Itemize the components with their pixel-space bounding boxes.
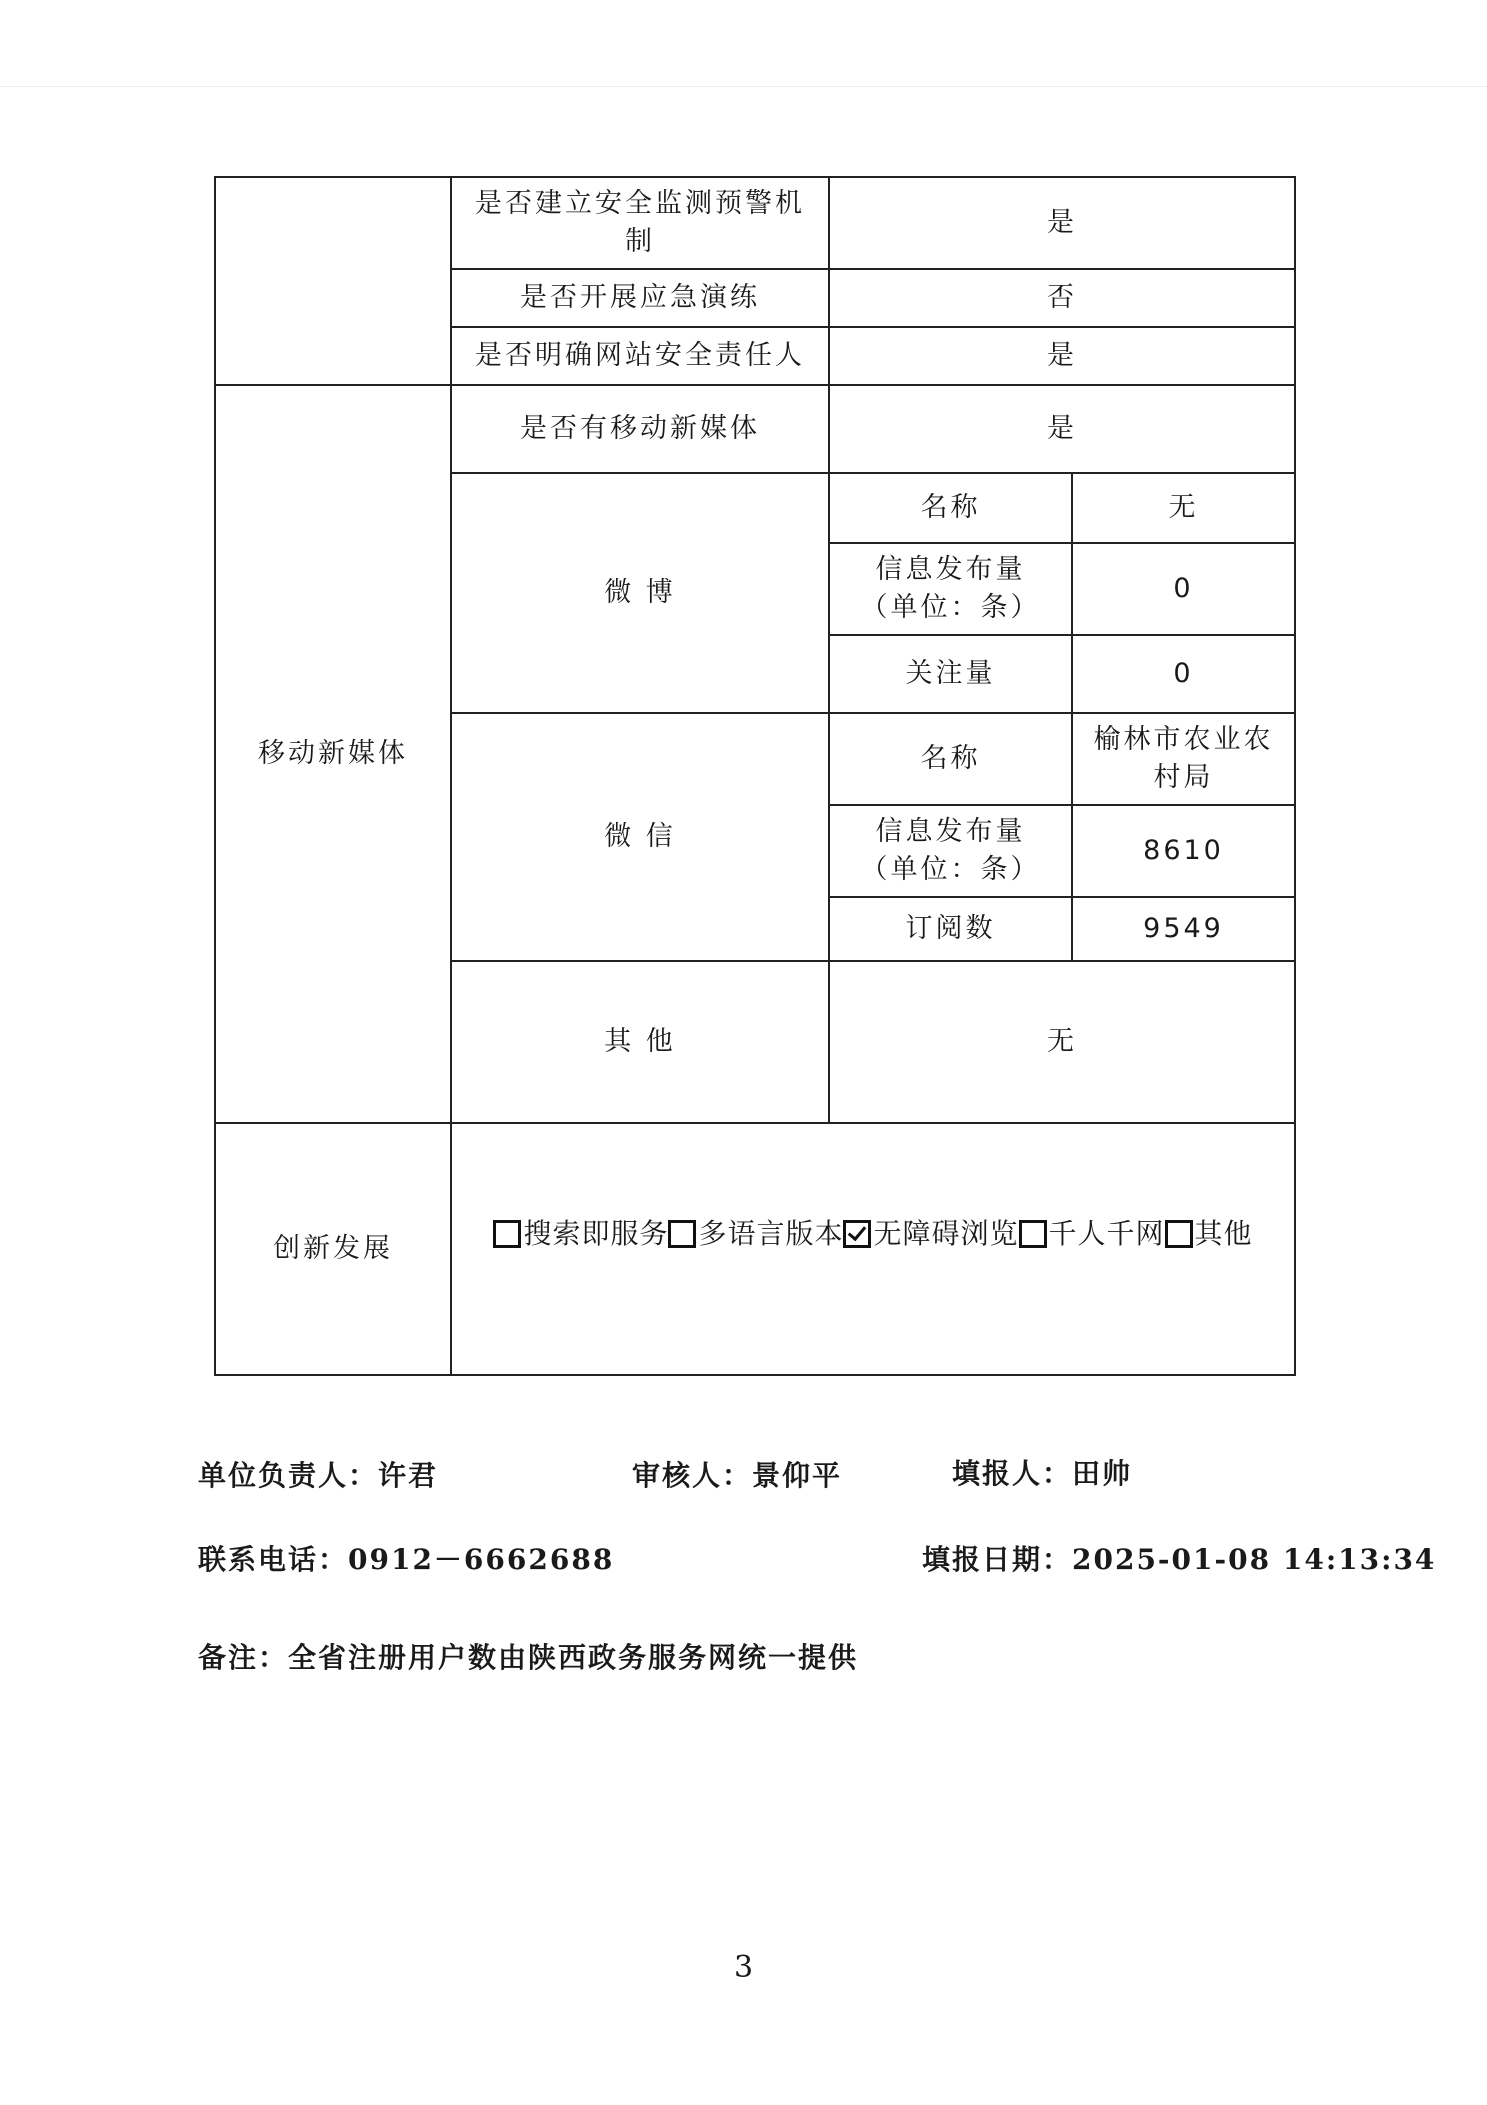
wechat-posts-value: 8610 bbox=[1072, 805, 1295, 897]
checkbox-icon[interactable] bbox=[493, 1220, 521, 1248]
checkbox-icon[interactable] bbox=[1019, 1220, 1047, 1248]
weibo-posts-unit: （单位：条） bbox=[860, 592, 1041, 623]
wechat-name-label: 名称 bbox=[829, 713, 1072, 805]
security-value: 是 bbox=[829, 177, 1295, 269]
innovation-options bbox=[462, 1215, 1284, 1253]
footer-phone: 联系电话：0912－6662688 bbox=[198, 1543, 615, 1576]
section-cell-security bbox=[215, 177, 451, 385]
wechat-subs-label: 订阅数 bbox=[829, 897, 1072, 961]
weibo-follow-label: 关注量 bbox=[829, 635, 1072, 713]
page-top-edge bbox=[0, 86, 1487, 87]
checkbox-icon[interactable] bbox=[668, 1220, 696, 1248]
weibo-name-value: 无 bbox=[1072, 473, 1295, 543]
drill-label: 是否开展应急演练 bbox=[451, 269, 829, 327]
innovation-label: 创新发展 bbox=[215, 1123, 451, 1375]
weibo-posts-label bbox=[829, 543, 1072, 635]
footer-note: 备注：全省注册用户数由陕西政务服务网统一提供 bbox=[198, 1641, 859, 1674]
wechat-name-value: 榆林市农业农村局 bbox=[1072, 713, 1295, 805]
responsible-value: 是 bbox=[829, 327, 1295, 385]
wechat-subs-value: 9549 bbox=[1072, 897, 1295, 961]
weibo-posts-title: 信息发布量 bbox=[875, 554, 1026, 585]
option-other: 其他 bbox=[1194, 1217, 1253, 1250]
has-media-label: 是否有移动新媒体 bbox=[451, 385, 829, 473]
option-personalized: 千人千网 bbox=[1048, 1217, 1165, 1250]
page-number: 3 bbox=[733, 1950, 754, 1985]
checked-checkbox-icon[interactable] bbox=[843, 1220, 871, 1248]
has-media-value: 是 bbox=[829, 385, 1295, 473]
other-label: 其 他 bbox=[451, 961, 829, 1123]
option-accessibility: 无障碍浏览 bbox=[873, 1217, 1019, 1250]
option-multilingual: 多语言版本 bbox=[698, 1217, 844, 1250]
weibo-name-label: 名称 bbox=[829, 473, 1072, 543]
mobile-media-section-label: 移动新媒体 bbox=[215, 385, 451, 1123]
footer-date: 填报日期：2025-01-08 14:13:34 bbox=[922, 1543, 1437, 1576]
weibo-posts-value: 0 bbox=[1072, 543, 1295, 635]
checkbox-icon[interactable] bbox=[1165, 1220, 1193, 1248]
option-search-service: 搜索即服务 bbox=[523, 1217, 669, 1250]
drill-value: 否 bbox=[829, 269, 1295, 327]
innovation-options-cell bbox=[451, 1123, 1295, 1375]
wechat-posts-label bbox=[829, 805, 1072, 897]
security-label: 是否建立安全监测预警机制 bbox=[451, 177, 829, 269]
report-table bbox=[214, 176, 1296, 1376]
footer-reviewer: 审核人：景仰平 bbox=[632, 1459, 843, 1492]
weibo-follow-value: 0 bbox=[1072, 635, 1295, 713]
footer-filler: 填报人：田帅 bbox=[952, 1457, 1133, 1490]
wechat-label: 微 信 bbox=[451, 713, 829, 961]
other-value: 无 bbox=[829, 961, 1295, 1123]
footer-leader: 单位负责人：许君 bbox=[198, 1459, 439, 1492]
weibo-label: 微 博 bbox=[451, 473, 829, 713]
wechat-posts-unit: （单位：条） bbox=[860, 854, 1041, 885]
wechat-posts-title: 信息发布量 bbox=[875, 816, 1026, 847]
responsible-label: 是否明确网站安全责任人 bbox=[451, 327, 829, 385]
